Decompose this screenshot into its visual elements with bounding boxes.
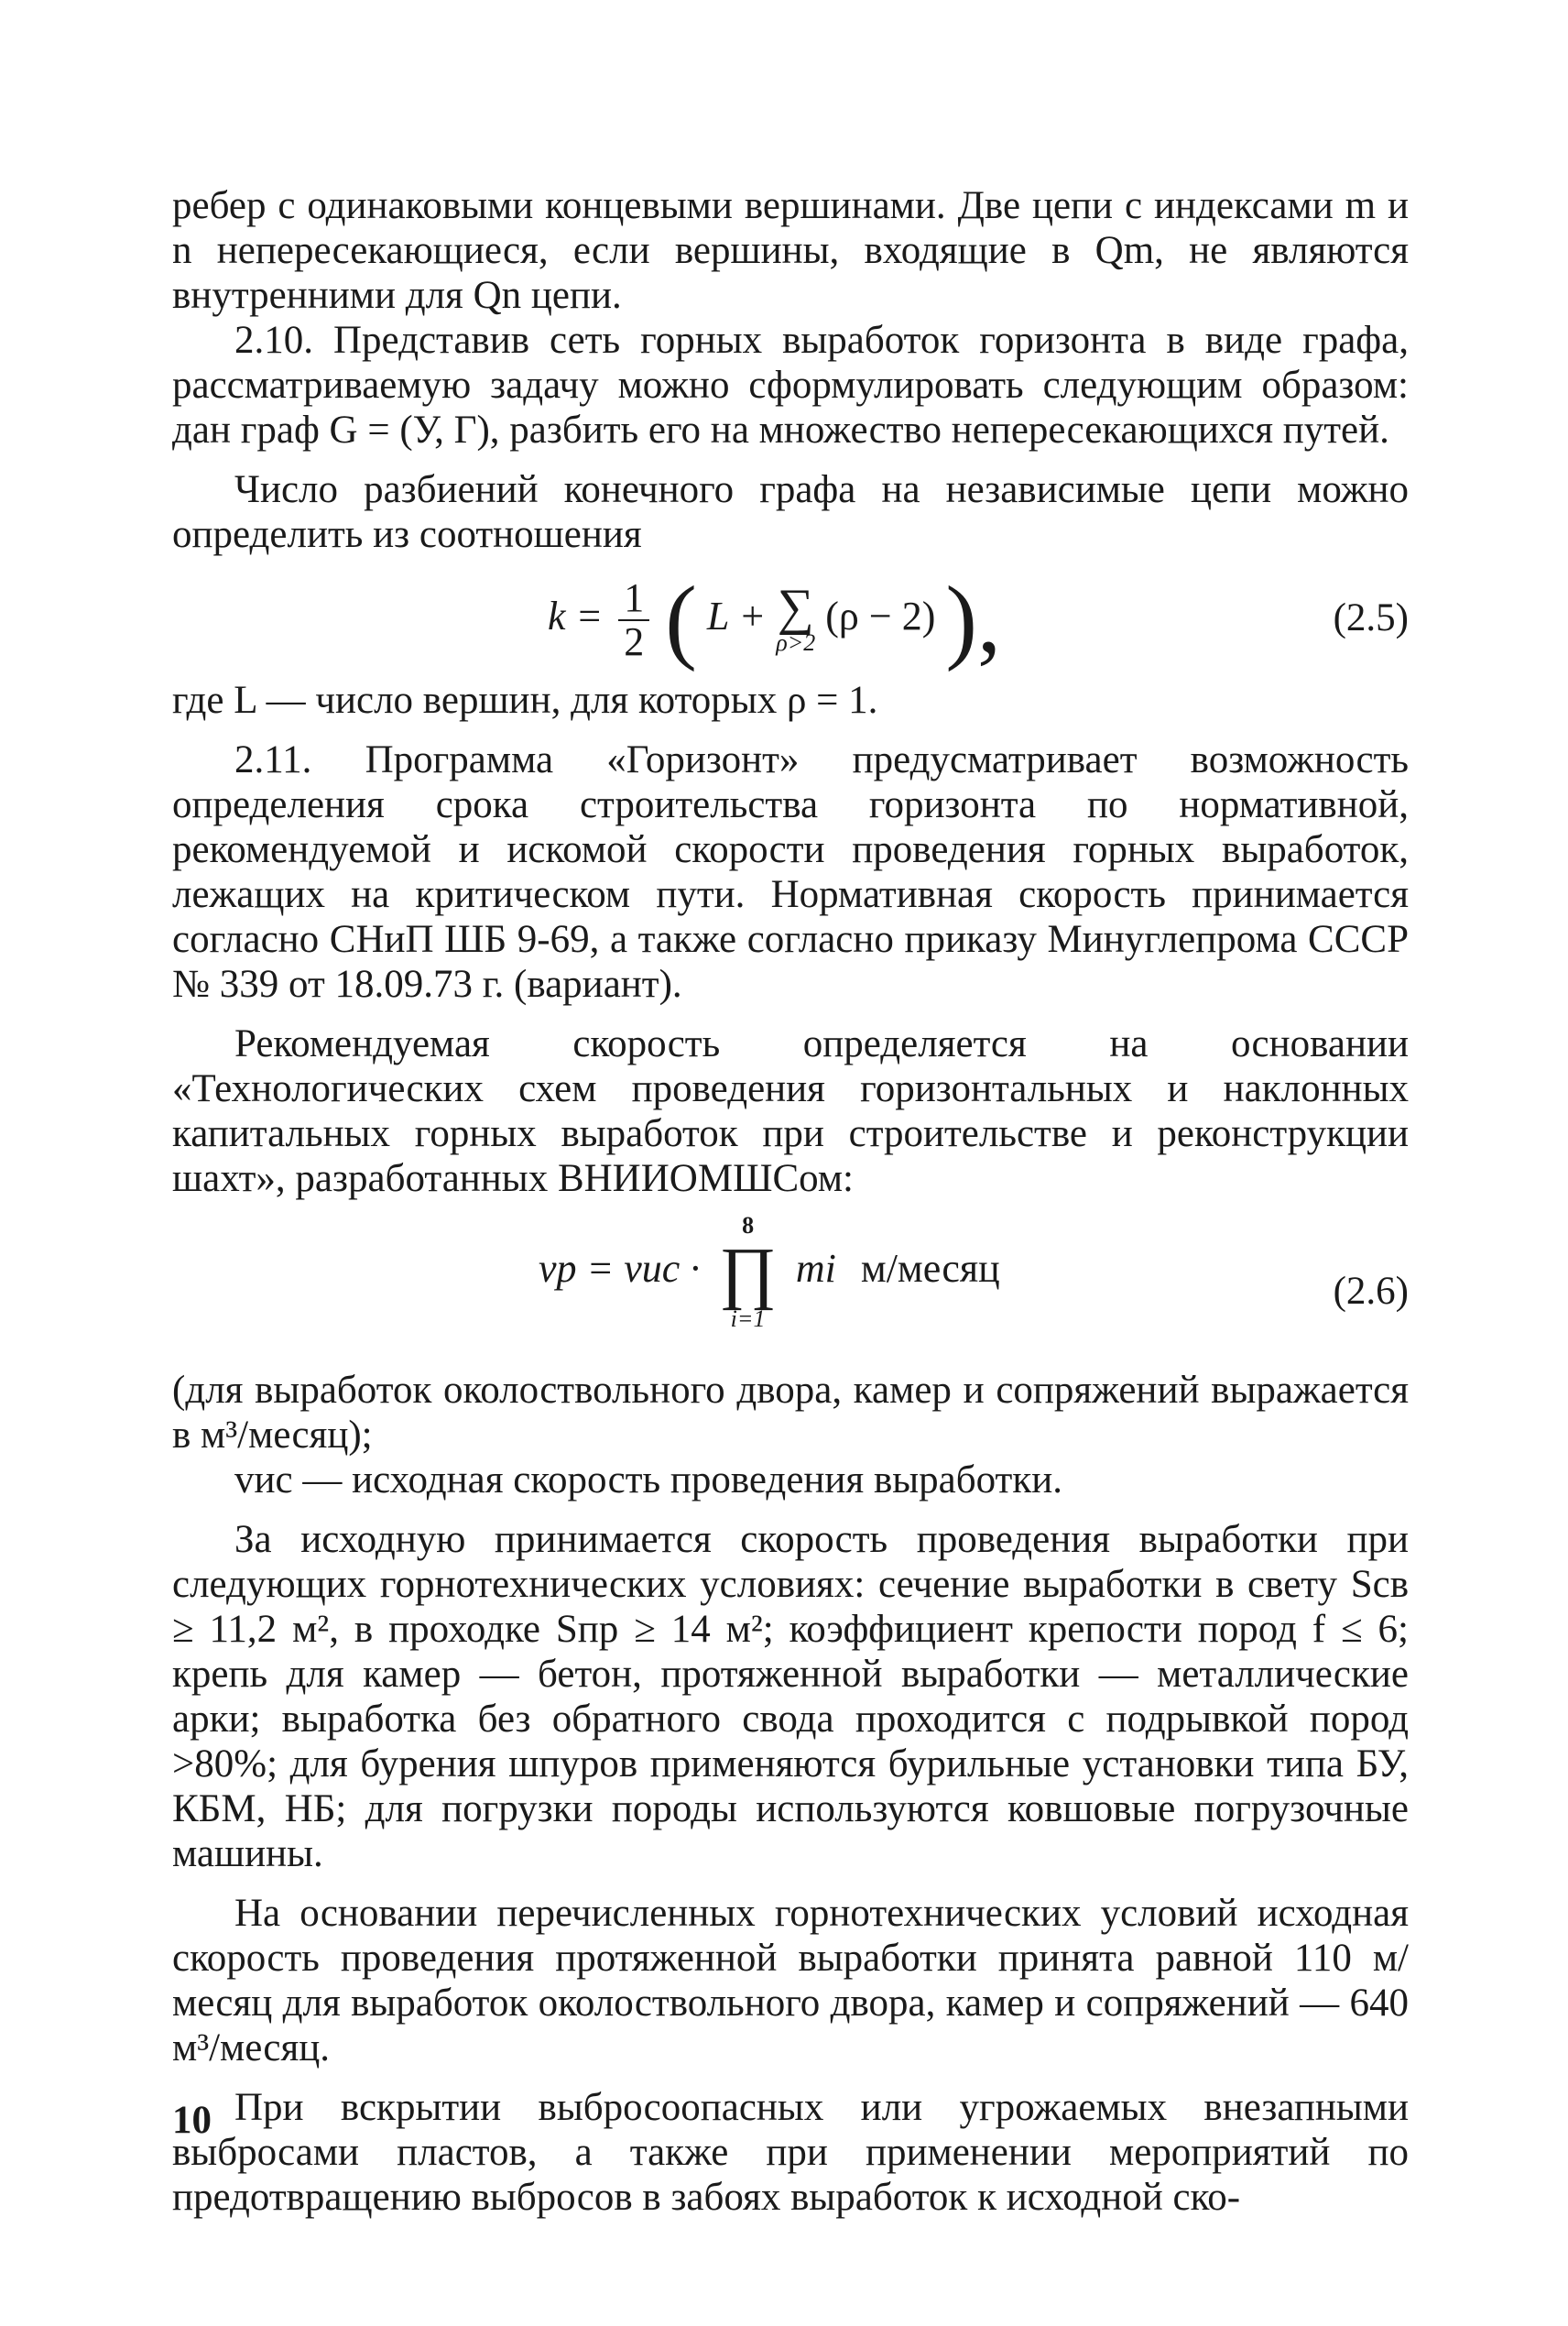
paragraph-outburst: При вскрытии выбросоопасных или угрожаемых внезапными выбросами пластов, а также при применении мероприятий по предотвращению выбросов в забоях выработок к исходной ско-: [172, 2086, 1409, 2219]
equation-number-2-5: (2.5): [1333, 596, 1409, 639]
equation-number-2-6: (2.6): [1333, 1270, 1409, 1313]
paragraph-where-L: где L — число вершин, для которых ρ = 1.: [172, 679, 878, 722]
paragraph-vis-definition: vис — исходная скорость проведения выработки.: [234, 1458, 1062, 1502]
paragraph-units-note: (для выработок околоствольного двора, камер и сопряжений выражается в м³/месяц);: [172, 1369, 1409, 1457]
paragraph-2-10: 2.10. Представив сеть горных выработок горизонта в виде графа, рассматриваемую задачу можно сформулировать следующим образом: дан граф G = (У, Г), разбить его на множество непересекающихся путей.: [172, 319, 1409, 452]
paragraph-recommended-speed: Рекомендуемая скорость определяется на основании «Технологических схем проведения горизонтальных и наклонных капитальных горных выработок при строительстве и реконструкции шахт», разработанных ВНИИОМШСом:: [172, 1022, 1409, 1200]
formula-term: L +: [706, 594, 767, 639]
paragraph-partitions: Число разбиений конечного графа на независимые цепи можно определить из соотношения: [172, 468, 1409, 556]
fraction: [618, 577, 649, 663]
sum-operator: [776, 579, 816, 656]
fraction-denominator: 2: [624, 619, 645, 664]
paragraph-0: ребер с одинаковыми концевыми вершинами. Две цепи с индексами m и n непересекающиеся, если вершины, входящие в Qm, не являются внутренними для Qn цепи.: [172, 184, 1409, 317]
sigma-subscript: ρ>2: [776, 629, 816, 656]
formula2-lhs: vр = vис ·: [539, 1246, 701, 1292]
product-factor: mi: [795, 1246, 836, 1292]
formula2-unit: м/месяц: [860, 1246, 1000, 1292]
formula-2-6: [172, 1212, 1409, 1359]
fraction-numerator: 1: [618, 577, 649, 621]
page-body: [172, 183, 1409, 2220]
product-superscript: 8: [742, 1212, 755, 1239]
summand: (ρ − 2): [825, 594, 936, 639]
product-subscript: i=1: [730, 1305, 766, 1332]
page-number: 10: [172, 2099, 212, 2142]
paragraph-initial-speed: На основании перечисленных горнотехнических условий исходная скорость проведения протяженной выработки принята равной 110 м/месяц для выработок околоствольного двора, камер и сопряжений — 640 м³/месяц.: [172, 1892, 1409, 2069]
sigma-symbol: ∑: [777, 579, 814, 636]
formula-lhs: k =: [548, 594, 604, 639]
open-paren: (: [665, 567, 697, 672]
paragraph-2-11: 2.11. Программа «Горизонт» предусматривает возможность определения срока строительства горизонта по нормативной, рекомендуемой и искомой скорости проведения горных выработок, лежащих на критическом пути. Нормативная скорость принимается согласно СНиП ШБ 9-69, а также согласно приказу Минуглепрома СССР № 339 от 18.09.73 г. (вариант).: [172, 738, 1409, 1006]
formula-2-5: [172, 567, 1409, 672]
paragraph-initial-conditions: За исходную принимается скорость проведения выработки при следующих горнотехнических условиях: сечение выработки в свету Sсв ≥ 11,2 м², в проходке Sпр ≥ 14 м²; коэффициент крепости пород f ≤ 6; крепь для камер — бетон, протяженной выработки — металлические арки; выработка без обратного свода проходится с подрывкой пород >80%; для бурения шпуров применяются бурильные установки типа БУ, КБМ, НБ; для погрузки породы используются ковшовые погрузочные машины.: [172, 1518, 1409, 1875]
close-paren: ),: [945, 567, 1001, 672]
product-symbol: ∏: [719, 1234, 777, 1311]
product-operator: [719, 1212, 777, 1333]
